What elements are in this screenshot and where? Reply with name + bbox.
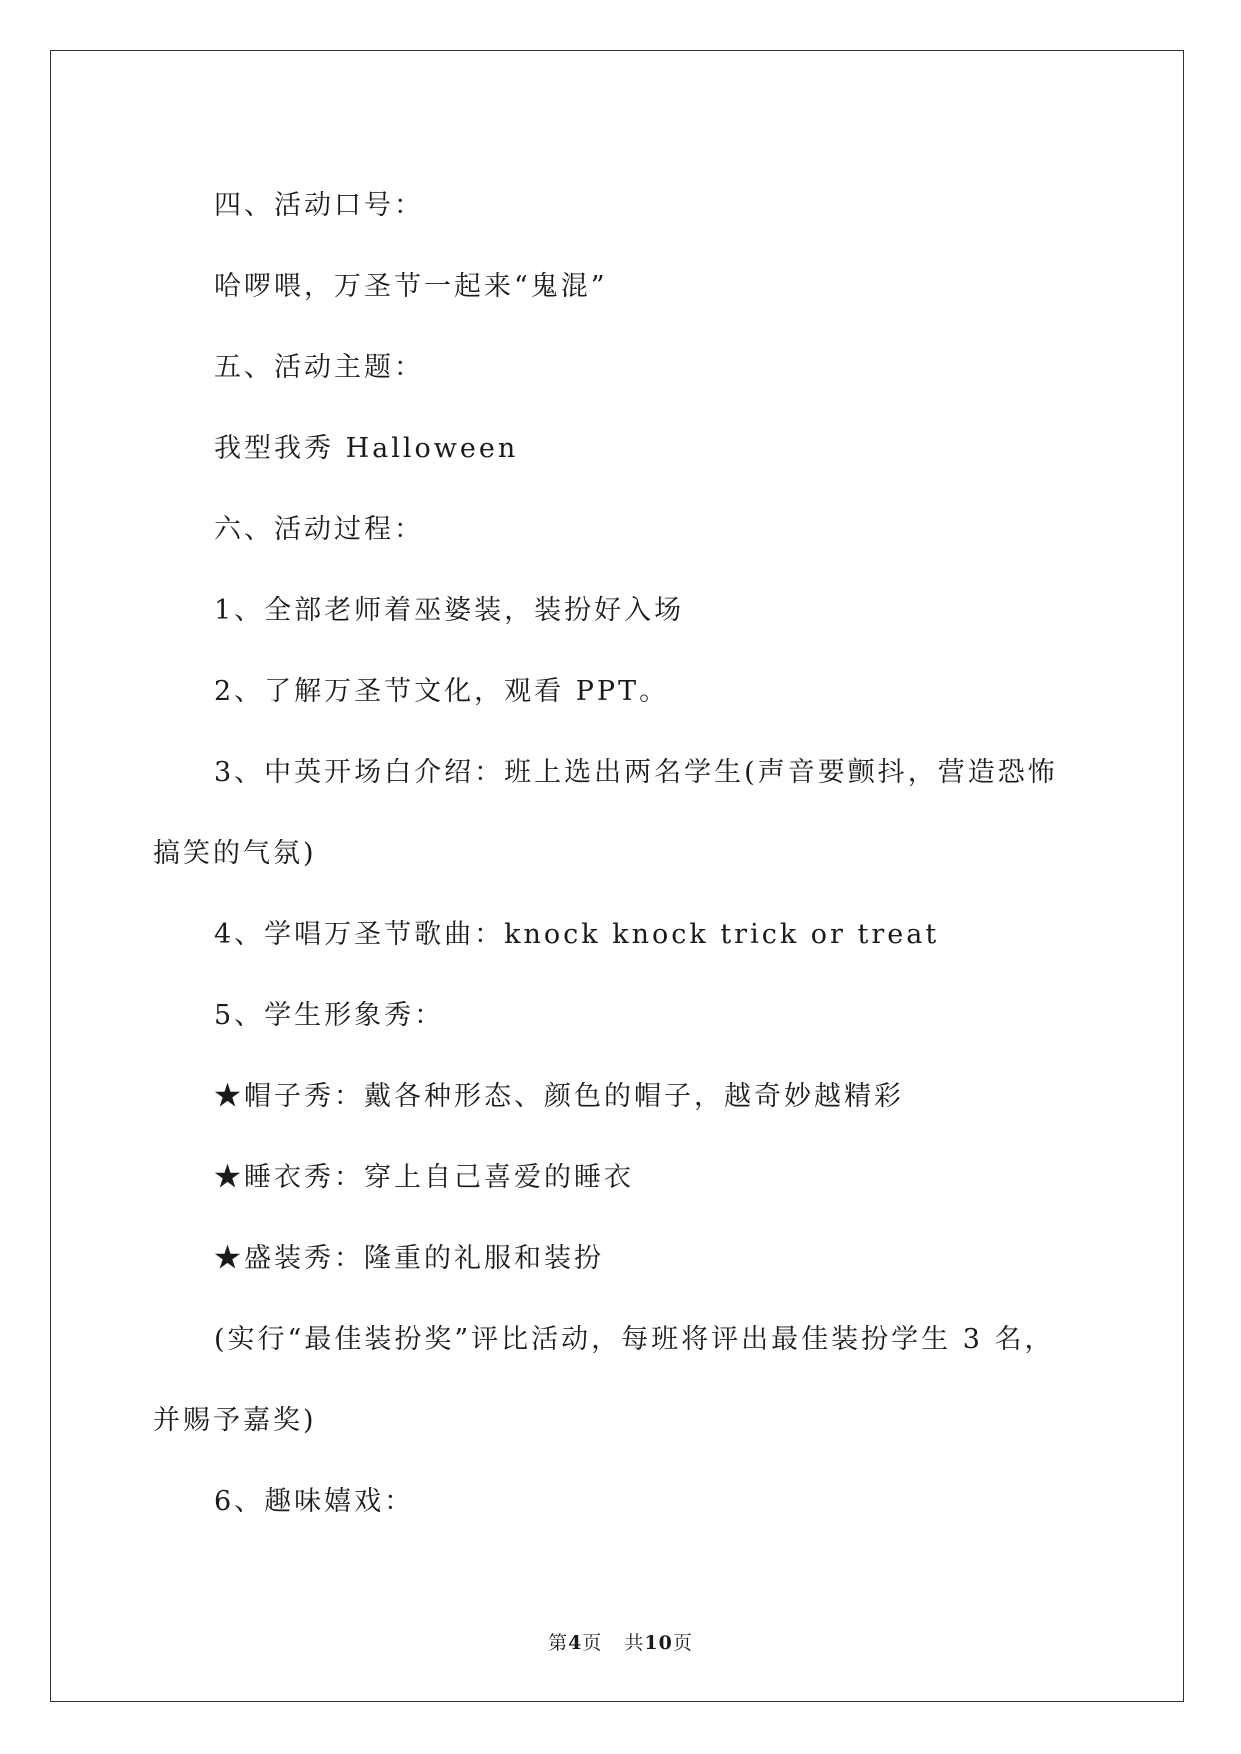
paragraph: 我型我秀 Halloween — [214, 433, 519, 464]
total-prefix: 共 — [624, 1632, 645, 1654]
paragraph: 五、活动主题： — [214, 352, 424, 383]
paragraph-continued: 搞笑的气氛) — [153, 838, 317, 869]
paragraph: 4、学唱万圣节歌曲：knock knock trick or treat — [214, 919, 940, 950]
page-suffix: 页 — [582, 1632, 603, 1654]
paragraph: ★帽子秀：戴各种形态、颜色的帽子，越奇妙越精彩 — [214, 1081, 904, 1112]
paragraph: ★盛装秀：隆重的礼服和装扮 — [214, 1243, 604, 1274]
paragraph: ★睡衣秀：穿上自己喜爱的睡衣 — [214, 1162, 634, 1193]
paragraph-continued: 并赐予嘉奖) — [153, 1405, 317, 1436]
paragraph: 5、学生形象秀： — [214, 1000, 445, 1031]
paragraph: 3、中英开场白介绍：班上选出两名学生(声音要颤抖，营造恐怖 — [214, 757, 1058, 788]
page-prefix: 第 — [548, 1632, 569, 1654]
page-number: 4 — [568, 1632, 583, 1654]
paragraph: 2、了解万圣节文化，观看 PPT。 — [214, 676, 670, 707]
paragraph: 四、活动口号： — [214, 190, 424, 221]
paragraph: 6、趣味嬉戏： — [214, 1486, 415, 1517]
document-body — [153, 165, 1088, 1542]
page-footer — [0, 1628, 1241, 1655]
total-pages: 10 — [644, 1632, 673, 1654]
paragraph: 六、活动过程： — [214, 514, 424, 545]
total-suffix: 页 — [672, 1632, 693, 1654]
paragraph: 1、全部老师着巫婆装，装扮好入场 — [214, 595, 685, 626]
paragraph: (实行“最佳装扮奖”评比活动，每班将评出最佳装扮学生 3 名， — [214, 1324, 1055, 1355]
paragraph: 哈啰喂，万圣节一起来“鬼混” — [214, 271, 608, 302]
